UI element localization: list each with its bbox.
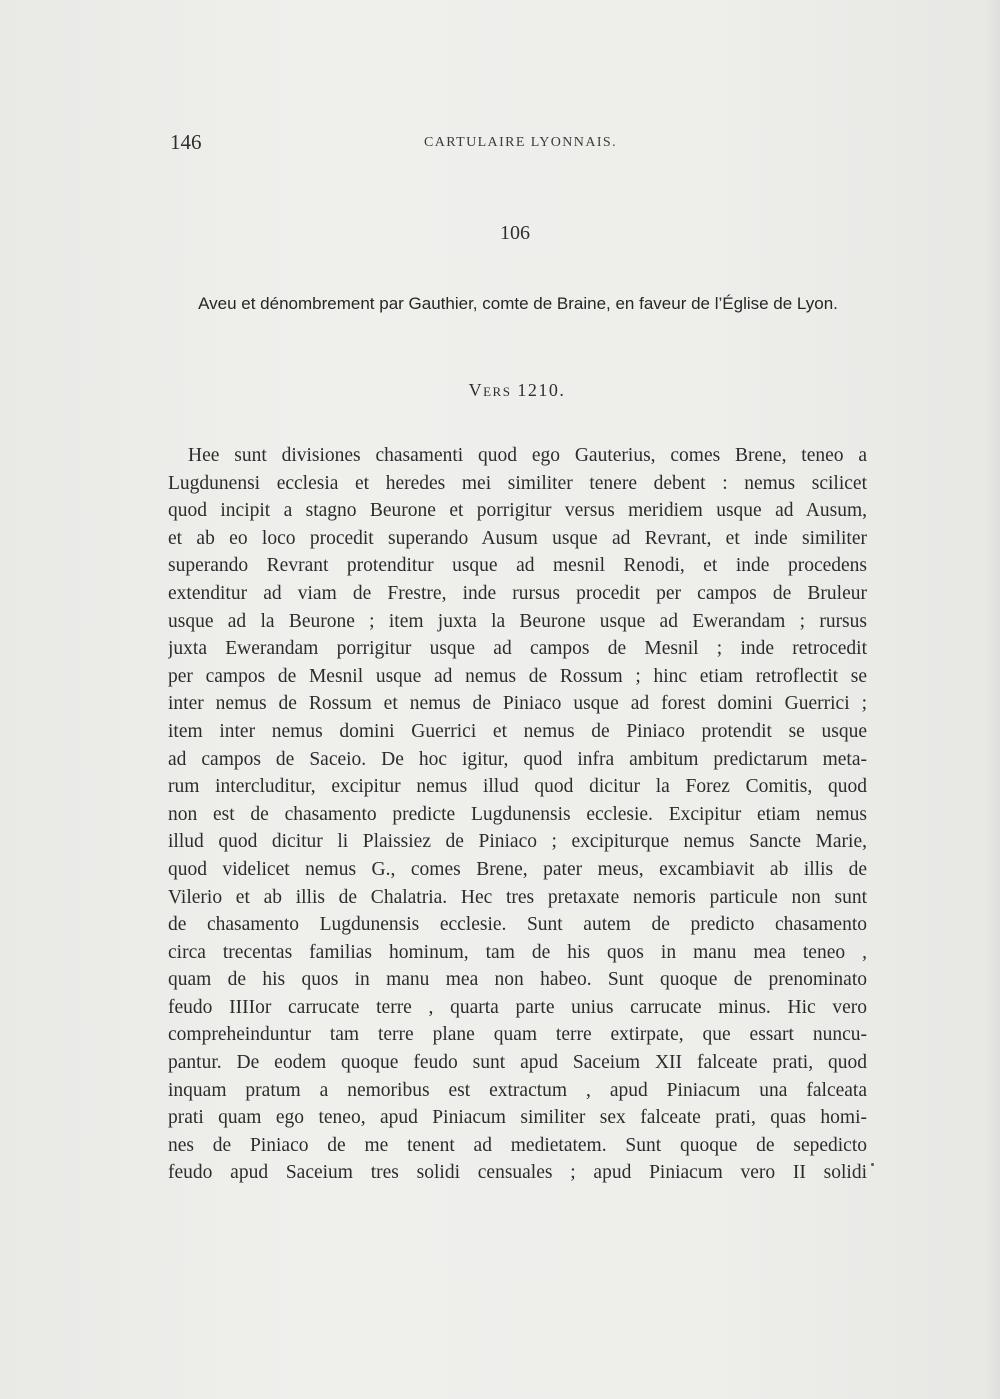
text-line: extenditur ad viam de Frestre, inde rursus procedit per campos de Bruleur <box>168 582 867 604</box>
text-line: quod incipit a stagno Beurone et porrigitur versus meridiem usque ad Ausum, <box>168 500 867 522</box>
charter-date: Vers 1210. <box>468 380 566 400</box>
page-number: 146 <box>170 130 202 154</box>
text-line: inquam pratum a nemoribus est extractum , apud Piniacum una falceata <box>168 1079 867 1101</box>
text-line: inter nemus de Rossum et nemus de Piniaco usque ad forest domini Guerrici ; <box>168 693 867 715</box>
margin-mark <box>871 1163 874 1166</box>
text-line: superando Revrant protenditur usque ad mesnil Renodi, et inde procedens <box>168 555 867 577</box>
text-line: circa trecentas familias hominum, tam de his quos in manu mea teneo , <box>168 941 867 963</box>
text-line: juxta Ewerandam porrigitur usque ad campos de Mesnil ; inde retrocedit <box>168 638 867 660</box>
text-line: quod videlicet nemus G., comes Brene, pater meus, excambiavit ab illis de <box>168 858 867 880</box>
text-line: feudo apud Saceium tres solidi censuales ; apud Piniacum vero II solidi <box>168 1162 867 1184</box>
text-line: item inter nemus domini Guerrici et nemus de Piniaco protendit se usque <box>168 720 867 742</box>
text-line: quam de his quos in manu mea non habeo. Sunt quoque de prenominato <box>168 969 867 991</box>
text-line: Lugdunensi ecclesia et heredes mei similiter tenere debent : nemus scilicet <box>168 472 867 494</box>
text-line: et ab eo loco procedit superando Ausum usque ad Revrant, et inde similiter <box>168 527 867 549</box>
text-line: ad campos de Saceio. De hoc igitur, quod infra ambitum predictarum meta- <box>168 748 867 770</box>
text-line: de chasamento Lugdunensis ecclesie. Sunt autem de predicto chasamento <box>168 914 867 936</box>
text-line: rum intercluditur, excipitur nemus illud quod dicitur la Forez Comitis, quod <box>168 776 867 798</box>
text-line: Vilerio et ab illis de Chalatria. Hec tres pretaxate nemoris particule non sunt <box>168 886 867 908</box>
text-line: feudo IIIIor carrucate terre , quarta parte unius carrucate minus. Hic vero <box>168 996 867 1018</box>
text-line: per campos de Mesnil usque ad nemus de Rossum ; hinc etiam retroflectit se <box>168 665 867 687</box>
running-title: CARTULAIRE LYONNAIS. <box>424 135 617 150</box>
charter-body <box>168 442 867 1187</box>
text-line: prati quam ego teneo, apud Piniacum similiter sex falceate prati, quas homi- <box>168 1107 867 1129</box>
page-edge-shadow <box>986 0 1000 1399</box>
text-line: compreheinduntur tam terre plane quam terre extirpate, que essart nuncu- <box>168 1024 867 1046</box>
text-line: non est de chasamento predicte Lugdunensis ecclesie. Excipitur etiam nemus <box>168 803 867 825</box>
text-line: pantur. De eodem quoque feudo sunt apud Saceium XII falceate prati, quod <box>168 1052 867 1074</box>
charter-title: Aveu et dénombrement par Gauthier, comte de Braine, en faveur de l’Église de Lyon. <box>198 294 838 313</box>
text-line: Hee sunt divisiones chasamenti quod ego Gauterius, comes Brene, teneo a <box>188 445 867 466</box>
text-line: illud quod dicitur li Plaissiez de Piniaco ; excipiturque nemus Sancte Marie, <box>168 831 867 853</box>
charter-number: 106 <box>500 222 530 244</box>
text-line: nes de Piniaco de me tenent ad medietatem. Sunt quoque de sepedicto <box>168 1134 867 1156</box>
running-header <box>168 130 868 160</box>
text-line: usque ad la Beurone ; item juxta la Beurone usque ad Ewerandam ; rursus <box>168 610 867 632</box>
